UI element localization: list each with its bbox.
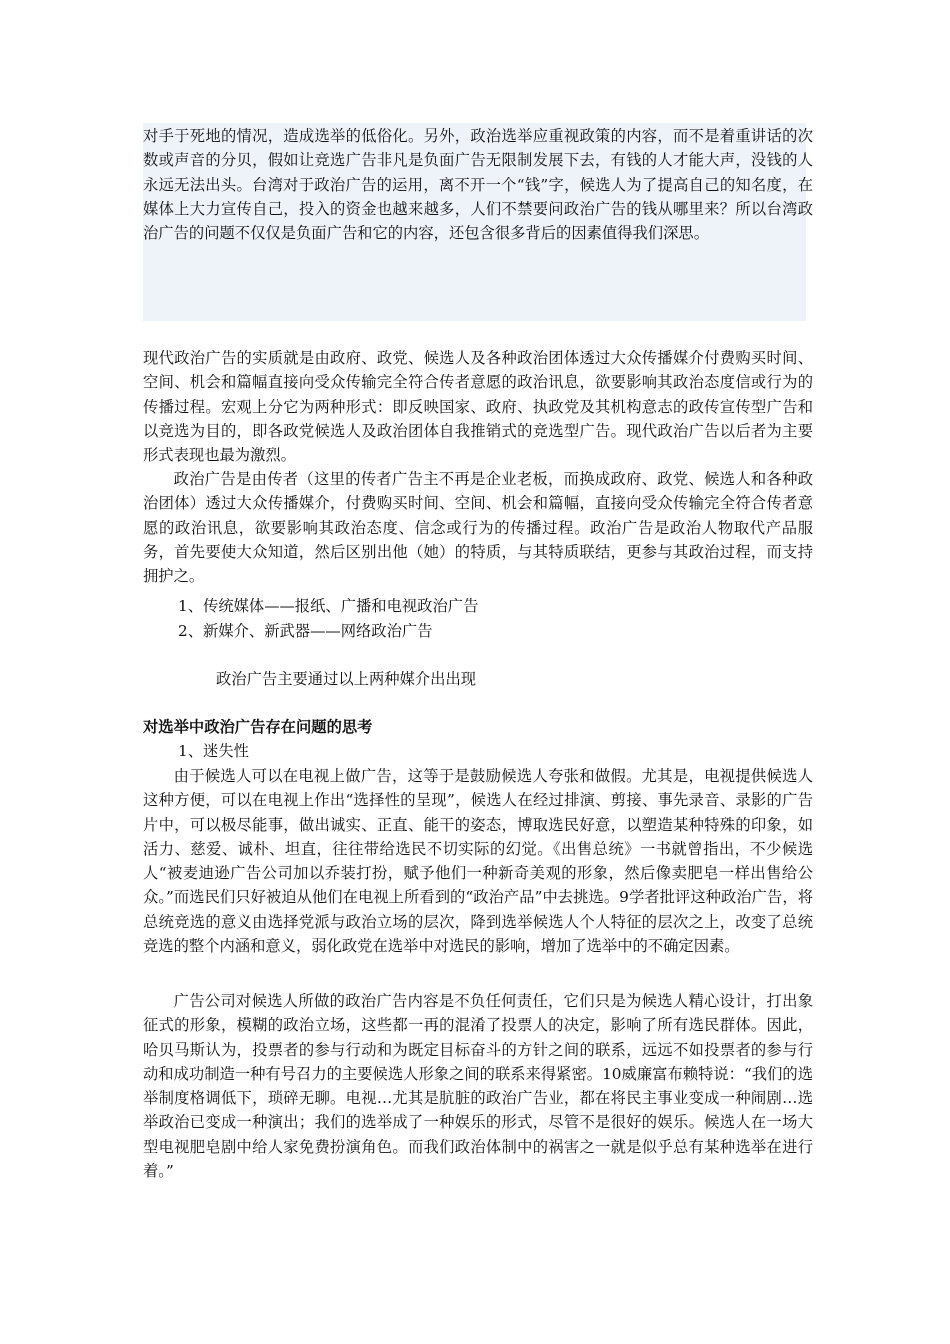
- media-item-traditional: 1、传统媒体——报纸、广播和电视政治广告: [178, 597, 479, 615]
- media-item-network: 2、新媒介、新武器——网络政治广告: [178, 622, 433, 640]
- definition-paragraph: 现代政治广告的实质就是由政府、政党、候选人及各种政治团体透过大众传播媒介付费购买时间、空间、机会和篇幅直接向受众传输完全符合传者意愿的政治讯息，欲要影响其政治态度信或行为的传播过程。宏观上分它为两种形式：即反映国家、政府、执政党及其机构意志的政传宣传型广告和以竞选为目的，即各政党候选人及政治团体自我推销式的竞选型广告。现代政治广告以后者为主要形式表现也最为激烈。: [143, 349, 813, 465]
- section-heading: 对选举中政治广告存在问题的思考: [143, 718, 373, 736]
- section-item-lost: 1、迷失性: [178, 742, 249, 760]
- section-paragraph-1: 由于候选人可以在电视上做广告，这等于是鼓励候选人夸张和做假。尤其是，电视提供候选人这种方便，可以在电视上作出“选择性的呈现”，候选人在经过排演、剪接、事先录音、录影的广告片中，可以极尽能事，做出诚实、正直、能干的姿态，博取选民好意，以塑造某种特殊的印象，如活力、慈爱、诚朴、坦直，往往带给选民不切实际的幻觉。《出售总统》一书就曾指出，不少候选人“被麦迪逊广告公司加以乔装打扮，赋予他们一种新奇美观的形象，然后像卖肥皂一样出售给公众。”而选民们只好被迫从他们在电视上所看到的“政治产品”中去挑选。9学者批评这种政治广告，将总统竞选的意义由选择党派与政治立场的层次，降到选举候选人个人特征的层次之上，改变了总统竞选的整个内涵和意义，弱化政党在选举中对选民的影响，增加了选举中的不确定因素。: [143, 767, 813, 956]
- media-summary: 政治广告主要通过以上两种媒介出出现: [216, 670, 477, 688]
- boxed-paragraph: 对手于死地的情况，造成选举的低俗化。另外，政治选举应重视政策的内容，而不是着重讲话的次数或声音的分贝，假如让竞选广告非凡是负面广告无限制发展下去，有钱的人才能大声，没钱的人永远无法出头。台湾对于政治广告的运用，离不开一个“钱”字，候选人为了提高自己的知名度，在媒体上大力宣传自己，投入的资金也越来越多，人们不禁要问政治广告的钱从哪里来？所以台湾政治广告的问题不仅仅是负面广告和它的内容，还包含很多背后的因素值得我们深思。: [143, 127, 813, 243]
- advertiser-paragraph: 政治广告是由传者（这里的传者广告主不再是企业老板，而换成政府、政党、候选人和各种政治团体）透过大众传播媒介，付费购买时间、空间、机会和篇幅，直接向受众传输完全符合传者意愿的政治讯息，欲要影响其政治态度、信念或行为的传播过程。政治广告是政治人物取代产品服务，首先要使大众知道，然后区别出他（她）的特质，与其特质联结，更参与其政治过程，而支持拥护之。: [143, 470, 813, 586]
- section-paragraph-2: 广告公司对候选人所做的政治广告内容是不负任何责任，它们只是为候选人精心设计，打出象征式的形象，模糊的政治立场，这些都一再的混淆了投票人的决定，影响了所有选民群体。因此，哈贝马斯认为，投票者的参与行动和为既定目标奋斗的方针之间的联系，远远不如投票者的参与行动和成功制造一种有号召力的主要候选人形象之间的联系来得紧密。10威廉富布赖特说：“我们的选举制度格调低下，琐碎无聊。电视…尤其是肮脏的政治广告业，都在将民主事业变成一种闹剧…选举政治已变成一种演出；我们的选举成了一种娱乐的形式，尽管不是很好的娱乐。候选人在一场大型电视肥皂剧中给人家免费扮演角色。而我们政治体制中的祸害之一就是似乎总有某种选举在进行着。”: [143, 992, 813, 1181]
